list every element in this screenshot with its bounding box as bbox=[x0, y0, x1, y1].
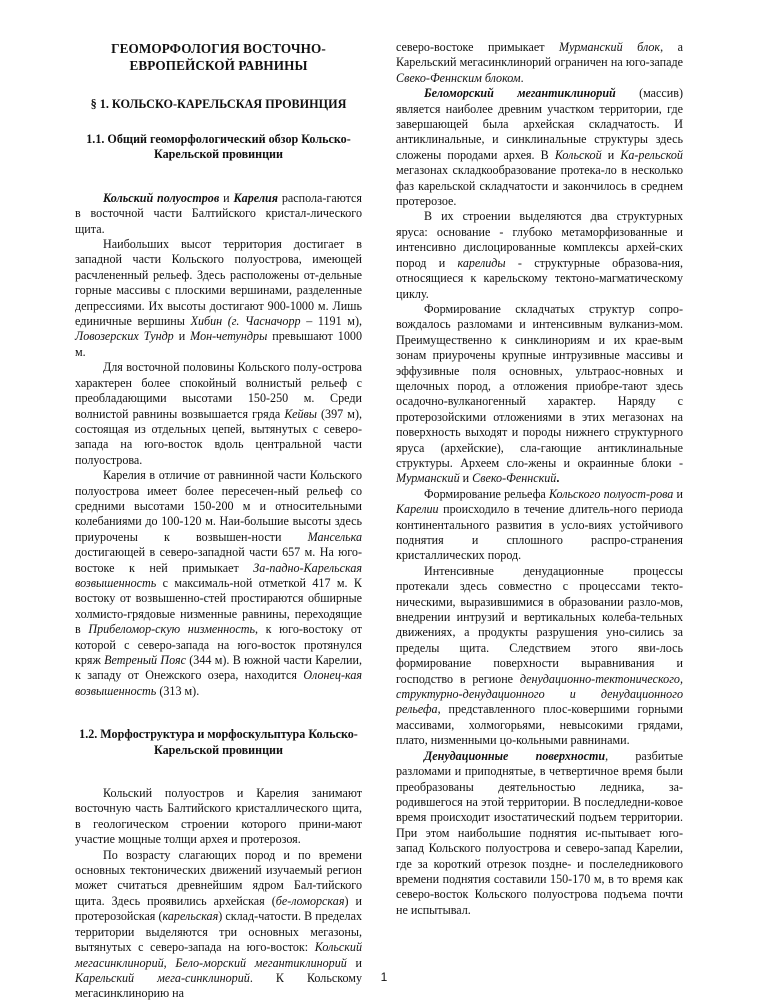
document-title: ГЕОМОРФОЛОГИЯ ВОСТОЧНО-ЕВРОПЕЙСКОЙ РАВНИНЫ bbox=[111, 41, 326, 73]
paragraph: Формирование рельефа Кольского полуост-рова и Карелии происходило в течение длитель-ного периода континентального развития в усло-виях устойчивого поднятия и сплошного распро-странения кристаллических пород. bbox=[396, 486, 684, 563]
paragraph: Интенсивные денудационные процессы протекали здесь совместно с процессами текто-ническими, выразившимися в образовании разло-мов, внедрении интрузий и вертикальных колеба-тельных движениях, а продукты разрушения уно-сились за пределы щита. Следствием этого яви-лось формирование поверхности выравнивания и господство в регионе денудационно-тектонического, структурно-денудационного и денудационного рельефа, представленного плос-ковершими горными массивами, холмогорьями, невысокими грядами, плато, низменными цо-кольными равнинами. bbox=[396, 563, 683, 748]
section-heading: § 1. КОЛЬСКО-КАРЕЛЬСКАЯ ПРОВИНЦИЯ bbox=[90, 97, 347, 111]
subsection-heading-1: 1.1. Общий геоморфологический обзор Кольско-Карельской провинции bbox=[86, 132, 351, 162]
paragraph: По возрасту слагающих пород и по времени основных тектонических движений изучаемый регион может считаться древнейшим ядром Бал-тийского щита. Здесь проявились архейская (бе-ломорская) и протерозойская (карельская) склад-чатости. В пределах территории выделяются три основных мегазоны, вытянутых с северо-запада на юго-восток: Кольский мегасинклинорий, Бело-морский мегантиклинорий и Карельский мега-синклинорий. К Кольскому мегасинклинорию на bbox=[75, 847, 363, 1001]
paragraph: В их строении выделяются два структурных яруса: основание - глубоко метаморфизованные и интенсивно дислоцированные комплексы архей-ских пород и карелиды - структурные образова-ния, относящиеся к карельскому тектоно-магматическому циклу. bbox=[396, 209, 683, 301]
paragraph: Беломорский мегантиклинорий (массив) является наиболее древним участком территории, где завершающей была архейская складчатость. И антиклинальные, и синклинальные структуры здесь сложены породами архея. В Кольской и Ка-рельской мегазонах складкообразование протека-ло в несколько фаз карельской складчатости и закончилось в среднем протерозое. bbox=[396, 86, 683, 209]
paragraph: Кольский полуостров и Карелия распола-гаются в восточной части Балтийского кристал-лического щита. bbox=[75, 190, 362, 236]
paragraph: Карелия в отличие от равнинной части Кольского полуострова имеет более пересечен-ный рельеф со средними высотами 150-200 м и относительными колебаниями до 100-120 м. Наи-большие высоты здесь приурочены к возвышен-ности Манселька достигающей в северо-западной части 657 м. На юго-востоке к ней примыкает За-падно-Карельская возвышенность с максималь-ной отметкой 417 м. К востоку от возвышенно-стей простираются обширные холмисто-грядовые низменные равнины, переходящие в Прибеломор-скую низменность, к юго-востоку от которой с северо-запада на юго-восток протянулся кряж Ветреный Пояс (344 м). В южной части Карелии, к западу от Онежского озера, находится Олонец-кая возвышенность (313 м). bbox=[75, 468, 362, 698]
paragraph: Формирование складчатых структур сопро-вождалось разломами и интенсивным вулканиз-мом. Преимущественно к синклинориям и их крае-вым зонам приурочены крупные интрузивные массивы и эффузивные поля основных, ультраос-новных и щелочных пород, а отложения приобре-тают здесь осадочно-вулканогенный характер. Наряду с протерозойскими отложениями в этих мегазонах на поверхность выходят и породы нижнего структурного яруса (архейские), сла-гающие антиклинальные структуры. Археем сло-жены и окраинные блоки - Мурманский и Свеко-Феннский. bbox=[396, 301, 683, 486]
paragraph: Денудационные поверхности, разбитые разломами и приподнятые, в четвертичное время были преобразованы деятельностью ледника, за-родившегося на этой территории. В последледни-ковое время происходит изостатический подъем территории. При этом наибольшие поднятия ис-пытывает юго-запад Кольского полуострова и северо-запад Карелии, где за короткий отрезок поздне- и послеледникового времени поднятия составили 150-170 м, в то время как северо-восток Кольского полуострова подъема почти не испытывал. bbox=[396, 748, 683, 917]
paragraph: северо-востоке примыкает Мурманский блок, а Карельский мегасинклинорий ограничен на юго-западе Свеко-Феннским блоком. bbox=[396, 40, 684, 85]
page-number: 1 bbox=[380, 970, 388, 984]
paragraph: Для восточной половины Кольского полу-острова характерен более спокойный волнистый рельеф с преобладающими высотами 150-250 м. Среди волнистой равнины возвышается гряда Кейвы (397 м), состоящая из отдельных цепей, вытянутых с северо-запада на юго-восток вдоль центральной части полуострова. bbox=[75, 360, 362, 467]
paragraph: Наибольших высот территория достигает в западной части Кольского полуострова, имеющей расчлененный рельеф. Здесь расположены от-дельные горные массивы с плоскими вершинами, разделенные депрессиями. Их высоты достигают 900-1000 м. Лишь единичные вершины Хибин (г. Часначорр – 1191 м), Ловозерских Тундр и Мон-четундры превышают 1000 м. bbox=[75, 237, 363, 359]
left-column bbox=[75, 40, 362, 1002]
subsection-heading-2: 1.2. Морфоструктура и морфоскульптура Кольско-Карельской провинции bbox=[79, 727, 358, 757]
right-column bbox=[396, 40, 683, 918]
paragraph: Кольский полуостров и Карелия занимают восточную часть Балтийского кристаллического щита, в геологическом строении которого прини-мают участие мощные толщи архея и протерозоя. bbox=[75, 786, 362, 847]
